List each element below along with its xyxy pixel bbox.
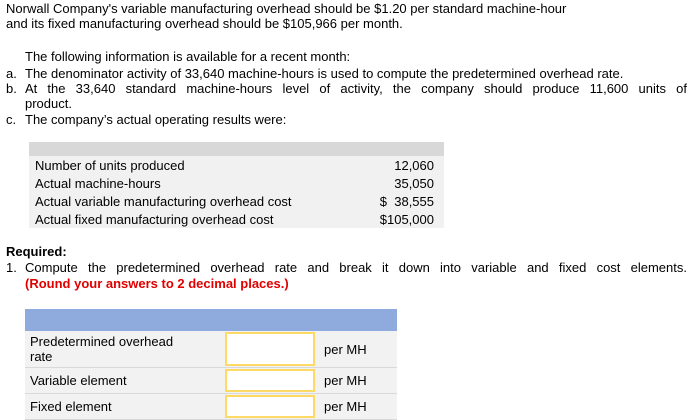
operating-results-table [29,142,444,228]
question-number: 1. [6,260,17,275]
input-cell [223,368,319,394]
unit-label: per MH [319,394,397,420]
item-b-text-line-1: At the 33,640 standard machine-hours level of activity, the company should produce 11,600 units of [25,81,687,96]
predetermined-rate-input[interactable] [225,332,315,366]
unit-label: per MH [319,368,397,394]
row-name: Actual fixed manufacturing overhead cost [35,211,274,227]
answer-table-header [25,309,397,331]
answer-row-label: Fixed element [25,394,223,420]
item-a-label: a. [6,66,17,81]
row-value: 35,050 [394,175,434,191]
row-value: 12,060 [394,157,434,173]
unit-label: per MH [319,331,397,368]
label-line-2: rate [30,349,53,364]
row-value: $105,000 [379,211,434,227]
table-row [29,192,444,210]
item-b-text-line-2: product. [25,96,72,111]
rounding-instruction: (Round your answers to 2 decimal places.) [25,276,289,291]
info-heading: The following information is available for a recent month: [25,49,351,64]
input-cell [223,394,319,420]
item-b-label: b. [6,81,17,96]
label-line-1: Predetermined overhead [30,334,174,349]
fixed-element-input[interactable] [225,395,315,418]
answer-table [25,309,397,420]
answer-row-predetermined-rate [25,331,397,368]
row-value: $ 38,555 [379,193,434,209]
row-name: Actual machine-hours [35,175,161,191]
row-name: Actual variable manufacturing overhead cost [35,193,292,209]
answer-row-label: Variable element [25,368,223,394]
item-c-label: c. [6,112,17,127]
required-heading: Required: [6,244,67,259]
answer-row-label [25,331,223,368]
answer-row-fixed-element [25,394,397,420]
table-row [29,174,444,192]
intro-line-2: and its fixed manufacturing overhead should be $105,966 per month. [6,16,403,31]
question-text: Compute the predetermined overhead rate and break it down into variable and fixed cost elements. [25,260,687,275]
intro-line-1: Norwall Company's variable manufacturing overhead should be $1.20 per standard machine-hour [6,1,567,16]
table-row [29,156,444,174]
input-cell [223,331,319,368]
item-c-text: The company’s actual operating results were: [25,112,287,127]
answer-row-variable-element [25,368,397,394]
item-a-text: The denominator activity of 33,640 machine-hours is used to compute the predetermined overhead rate. [25,66,624,81]
row-name: Number of units produced [35,157,185,173]
table-row [29,210,444,228]
table-header-row [29,142,444,156]
variable-element-input[interactable] [225,369,315,392]
